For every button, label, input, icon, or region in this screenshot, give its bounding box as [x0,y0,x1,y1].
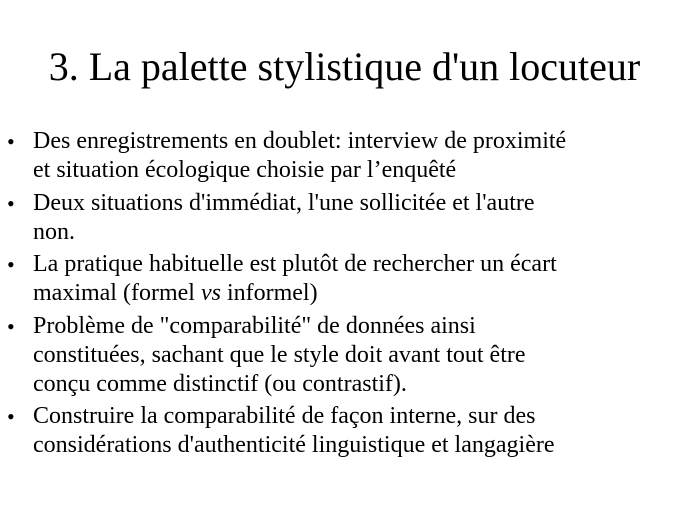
bullet-item [0,250,689,308]
bullet-text-line: Deux situations d'immédiat, l'une sollicitée et l'autre [33,189,535,216]
bullet-text-line: Construire la comparabilité de façon interne, sur des [33,403,536,429]
text-run: maximal (formel [33,280,201,306]
italic-text-run: vs [200,280,221,306]
bullet-text-line: constituées, sachant que le style doit avant tout être [33,341,526,368]
bullet-text-line: Des enregistrements en doublet: interview de proximité [33,128,567,154]
bullet-text-line: non. [33,218,75,245]
bullet-list [0,127,689,464]
bullet-item [0,189,689,247]
slide-title: 3. La palette stylistique d'un locuteur [48,44,641,89]
bullet-text-line: Problème de "comparabilité" de données ainsi [33,312,476,339]
bullet-text-line: conçu comme distinctif (ou contrastif). [33,370,407,397]
bullet-text-line: et situation écologique choisie par l’enquêté [33,157,457,183]
bullet-icon: • [7,404,15,429]
bullet-icon: • [7,190,15,216]
bullet-text-line: considérations d'authenticité linguistique et langagière [33,432,555,458]
bullet-item [0,312,689,399]
text-run: informel) [220,280,318,306]
bullet-icon: • [7,252,15,277]
bullet-icon: • [7,313,15,339]
bullet-text-line: La pratique habituelle est plutôt de rechercher un écart [33,251,557,277]
bullet-icon: • [7,129,15,154]
bullet-item [0,402,689,460]
bullet-text-line [33,279,675,308]
bullet-item [0,127,689,185]
